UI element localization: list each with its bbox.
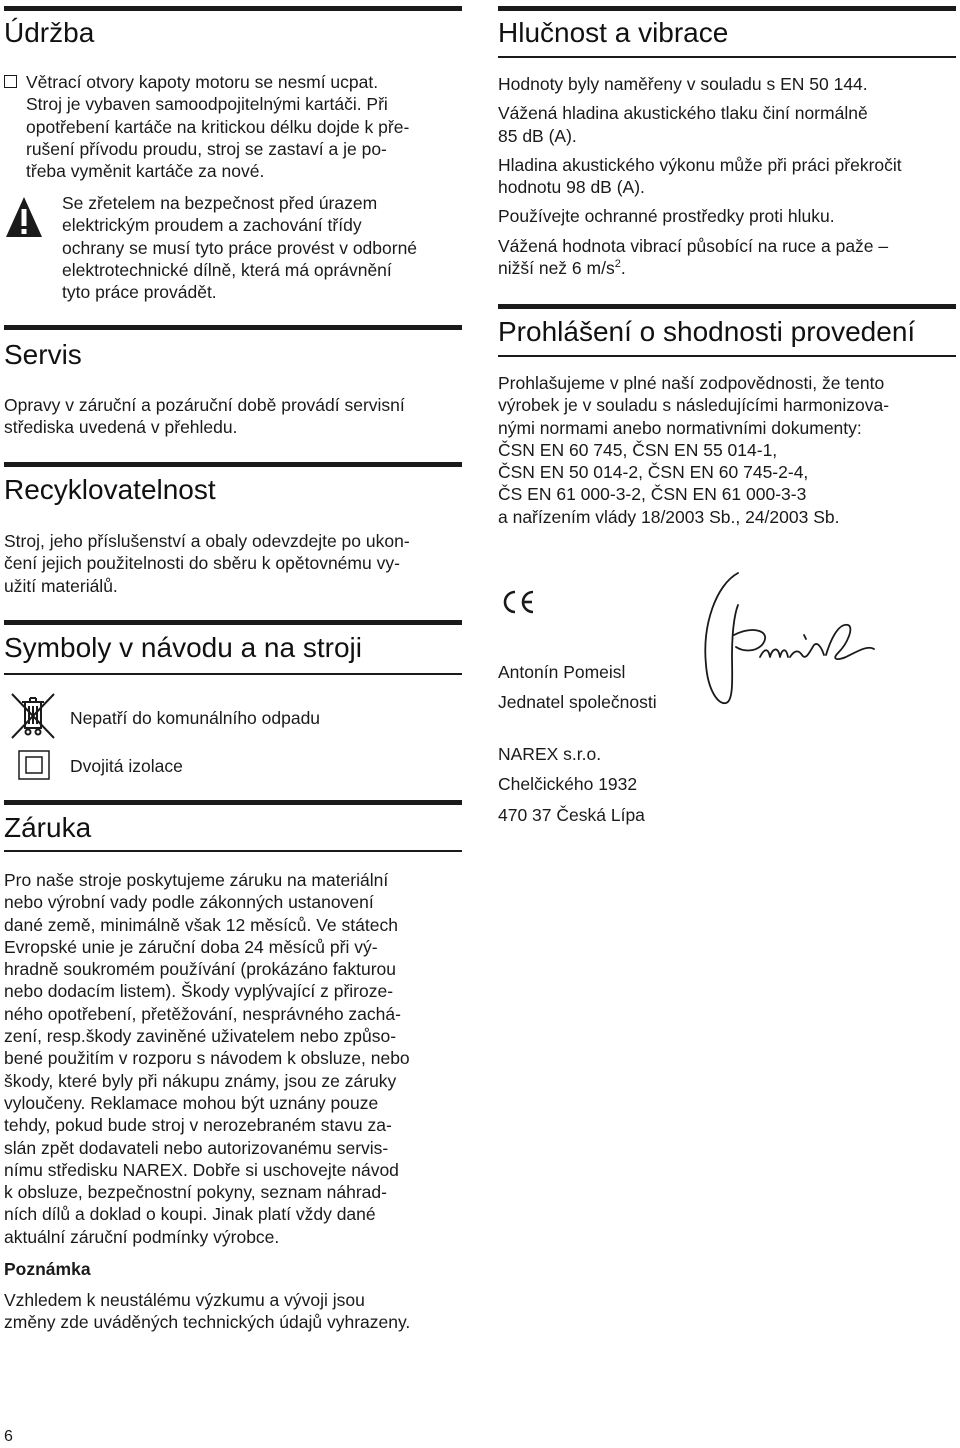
section-rule — [498, 304, 956, 309]
note-text — [4, 1289, 462, 1334]
symbol-label: Nepatří do komunálního odpadu — [70, 708, 321, 728]
section-rule — [4, 462, 462, 467]
address-block — [498, 743, 645, 826]
crossed-bin-icon — [10, 692, 56, 740]
text-line: Stroj je vybaven samoodpojitelnými kartáči. Při — [26, 94, 388, 115]
signature-image — [698, 565, 878, 713]
text-line: Stroj, jeho příslušenství a obaly odevzdejte po ukon- — [4, 531, 410, 551]
text-line: ČSN EN 50 014-2, ČSN EN 60 745-2-4, — [498, 462, 809, 483]
text-line: ČSN EN 60 745, ČSN EN 55 014-1, — [498, 439, 778, 460]
section-rule-thin — [4, 673, 462, 675]
text-line: Používejte ochranné prostředky proti hluku. — [498, 206, 835, 227]
recyklace-text — [4, 530, 462, 597]
signatory-name: Antonín Pomeisl — [498, 662, 626, 682]
section-rule — [4, 325, 462, 330]
text-line: ochrany se musí tyto práce provést v odborné — [62, 237, 418, 258]
text-line: změny zde uváděných technických údajů vyhrazeny. — [4, 1312, 411, 1333]
text-line: tehdy, pokud bude stroj v nerozebraném stavu za- — [4, 1115, 392, 1136]
text-line: Větrací otvory kapoty motoru se nesmí ucpat. — [26, 72, 379, 92]
section-rule — [4, 6, 462, 11]
text-span: . — [620, 258, 626, 279]
text-line: dané země, minimálně však 12 měsíců. Ve státech — [4, 914, 398, 935]
double-insulation-icon — [18, 750, 50, 780]
text-line: 85 dB (A). — [498, 125, 577, 146]
ce-mark-icon — [500, 588, 536, 616]
text-line: nými normami anebo normativními dokumenty: — [498, 417, 862, 438]
text-line — [498, 257, 956, 279]
text-line: ného opotřebení, přetěžování, nesprávného zachá- — [4, 1003, 401, 1024]
superscript: 2 — [614, 258, 621, 271]
text-line: aktuální záruční podmínky výrobce. — [4, 1226, 280, 1247]
signatory-block — [498, 661, 657, 714]
company-street: Chelčického 1932 — [498, 774, 638, 795]
heading-hlucnost: Hlučnost a vibrace — [498, 17, 729, 48]
text-line: nebo dodacím listem). Škody vyplývající z přiroze- — [4, 981, 394, 1002]
text-line: Evropské unie je záruční doba 24 měsíců při vý- — [4, 936, 378, 957]
prohlaseni-text — [498, 372, 956, 528]
text-line: elektrickým proudem a zachování třídy — [62, 215, 362, 236]
text-line: zení, resp.škody zaviněné uživatelem nebo způso- — [4, 1026, 397, 1047]
text-line: slán zpět dodavateli nebo autorizovanému servis- — [4, 1137, 389, 1158]
text-line: opotřebení kartáče na kritickou délku dojde k pře- — [26, 116, 410, 137]
text-line: hradně soukromém používání (prokázáno fakturou — [4, 959, 397, 980]
section-rule-thin — [498, 355, 956, 357]
text-line: nebo výrobní vady podle zákonných ustanovení — [4, 892, 374, 913]
text-line: Vážená hladina akustického tlaku činí normálně — [498, 103, 868, 124]
heading-recyklovatelnost: Recyklovatelnost — [4, 474, 216, 505]
text-line: hodnotu 98 dB (A). — [498, 177, 645, 198]
warning-text — [62, 192, 462, 303]
text-line: a nařízením vlády 18/2003 Sb., 24/2003 Sb. — [498, 506, 840, 527]
text-line: nímu středisku NAREX. Dobře si uschovejte návod — [4, 1159, 399, 1180]
text-line: ních dílů a doklad o koupi. Jinak platí vždy dané — [4, 1204, 376, 1225]
text-line: vyloučeny. Reklamace mohou být uznány pouze — [4, 1092, 379, 1113]
text-line: tyto práce provádět. — [62, 282, 217, 303]
section-rule — [4, 800, 462, 805]
heading-servis: Servis — [4, 339, 82, 370]
text-line: Se zřetelem na bezpečnost před úrazem — [62, 193, 378, 213]
company-name: NAREX s.r.o. — [498, 744, 602, 764]
text-line: střediska uvedená v přehledu. — [4, 417, 238, 438]
text-line: k obsluze, bezpečnostní pokyny, seznam náhrad- — [4, 1182, 387, 1203]
symbol-label: Dvojitá izolace — [70, 756, 183, 776]
text-line: výrobek je v souladu s následujícími harmonizova- — [498, 395, 890, 416]
warning-triangle-icon — [4, 195, 44, 239]
section-rule-thin — [4, 850, 462, 852]
text-line: Pro naše stroje poskytujeme záruku na materiální — [4, 870, 389, 890]
text-line: elektrotechnické dílně, která má oprávnění — [62, 259, 392, 280]
hlucnost-text — [498, 73, 956, 279]
heading-prohlaseni: Prohlášení o shodnosti provedení — [498, 316, 916, 347]
text-line: škody, které byly při nákupu známy, jsou ze záruky — [4, 1070, 397, 1091]
text-line: Hodnoty byly naměřeny v souladu s EN 50 144. — [498, 74, 868, 94]
text-line: čení jejich použitelnosti do sběru k opětovnému vy- — [4, 553, 400, 574]
udrzba-text — [4, 71, 462, 182]
servis-text — [4, 394, 462, 439]
heading-zaruka: Záruka — [4, 812, 92, 843]
checkbox-bullet-icon — [4, 75, 17, 88]
heading-symboly: Symboly v návodu a na stroji — [4, 632, 362, 663]
text-line: rušení přívodu proudu, stroj se zastaví a je po- — [26, 138, 387, 159]
note-heading: Poznámka — [4, 1259, 91, 1279]
company-city: 470 37 Česká Lípa — [498, 804, 645, 825]
text-line: ČS EN 61 000-3-2, ČSN EN 61 000-3-3 — [498, 484, 807, 505]
text-line: bené použitím v rozporu s návodem k obsluze, nebo — [4, 1048, 410, 1069]
section-rule — [498, 6, 956, 11]
page-number: 6 — [4, 1428, 13, 1445]
text-line: Vzhledem k neustálému výzkumu a vývoji jsou — [4, 1290, 365, 1310]
heading-udrzba: Údržba — [4, 17, 95, 48]
text-line: Vážená hodnota vibrací působící na ruce a paže – — [498, 235, 889, 256]
text-line: Prohlašujeme v plné naší zodpovědnosti, že tento — [498, 373, 885, 393]
section-rule-thin — [498, 56, 956, 58]
text-span: nižší než 6 m/s — [498, 258, 615, 279]
text-line: užití materiálů. — [4, 575, 118, 596]
signatory-role: Jednatel společnosti — [498, 692, 657, 713]
bullet-item — [4, 71, 462, 182]
section-rule — [4, 620, 462, 625]
text-line: Hladina akustického výkonu může při práci překročit — [498, 154, 902, 175]
text-line: třeba vyměnit kartáče za nové. — [26, 161, 265, 182]
text-line: Opravy v záruční a pozáruční době provádí servisní — [4, 395, 405, 415]
zaruka-text — [4, 869, 462, 1248]
